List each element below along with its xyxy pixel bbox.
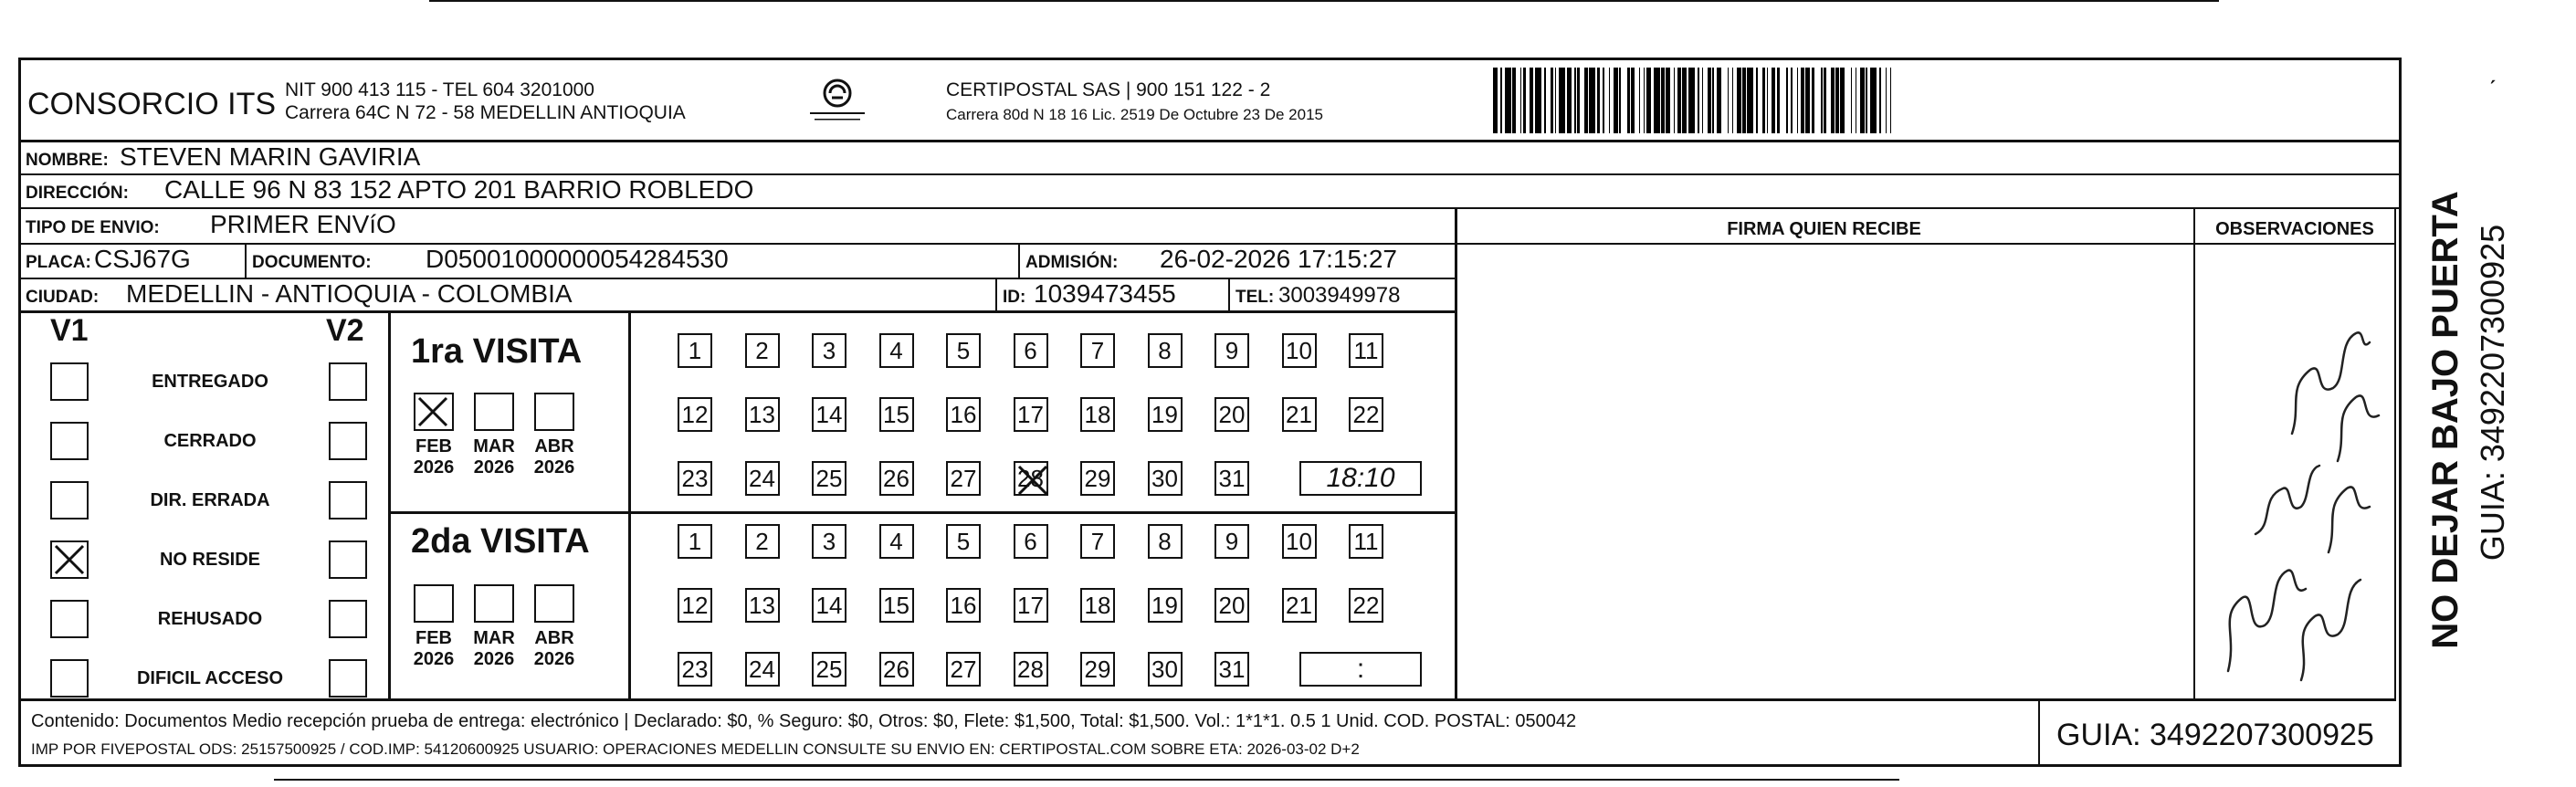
month-year: 2026 [413,649,455,669]
firma-left-border [1455,207,1457,698]
month-checkbox-first[interactable] [414,393,454,431]
status-right-border [388,310,391,698]
day-box-second[interactable]: 25 [812,652,846,687]
cell-divider [995,278,997,310]
day-box-first[interactable]: 4 [879,333,914,368]
observaciones-header: OBSERVACIONES [2215,219,2374,239]
day-box-second[interactable]: 19 [1148,588,1183,623]
direccion-label: DIRECCIÓN: [26,184,129,203]
first-visit-title: 1ra VISITA [411,332,583,371]
month-name: ABR [534,628,574,648]
company-address: Carrera 64C N 72 - 58 MEDELLIN ANTIOQUIA [285,102,686,123]
day-box-first[interactable]: 23 [678,461,712,496]
ciudad-value: MEDELLIN - ANTIOQUIA - COLOMBIA [126,279,573,308]
barcode-bar [1621,68,1627,133]
footer-content: Contenido: Documentos Medio recepción prueba de entrega: electrónico | Declarado: $0, % Seguro: $0, Otros: $0, Flete: $1,500, Total: $1,500. Vol.: 1*1*1. 0.5 1 Unid. COD. POSTAL: 050042 [31,711,1577,731]
admision-value: 26-02-2026 17:15:27 [1160,245,1397,273]
obs-right-border [2394,207,2396,698]
day-box-first[interactable]: 8 [1148,333,1183,368]
firma-header: FIRMA QUIEN RECIBE [1727,219,1921,239]
v1-checkbox[interactable] [50,600,89,638]
barcode-bar [1688,68,1695,133]
reason-label: ENTREGADO [152,372,268,392]
v1-checkbox[interactable] [50,659,89,698]
v2-checkbox[interactable] [329,481,367,519]
months-right-border [628,310,631,698]
day-box-second[interactable]: 18 [1080,588,1115,623]
obs-left-border [2193,207,2195,698]
v2-checkbox[interactable] [329,422,367,460]
tel-label: TEL: [1235,288,1275,307]
day-box-first[interactable]: 14 [812,397,846,432]
month-name: ABR [534,436,574,456]
day-box-second[interactable]: 12 [678,588,712,623]
month-label [531,436,578,478]
day-box-first[interactable]: 18 [1080,397,1115,432]
v1-checkbox[interactable] [50,362,89,401]
day-box-first[interactable]: 15 [879,397,914,432]
reason-label: REHUSADO [157,609,263,629]
reason-label: NO RESIDE [159,550,261,570]
v2-checkbox[interactable] [329,540,367,579]
barcode-bar [1845,68,1851,133]
v1-label: V1 [50,313,89,348]
stray-mark: ˊ [2488,76,2497,104]
day-box-second[interactable]: 13 [745,588,780,623]
visit-time-box-first[interactable]: 18:10 [1299,461,1422,496]
month-year: 2026 [473,649,515,669]
day-box-first[interactable]: 12 [678,397,712,432]
day-box-second[interactable]: 2 [745,524,780,559]
barcode-bar [1814,68,1821,133]
v2-checkbox[interactable] [329,659,367,698]
barcode-bar [1891,68,1894,133]
month-checkbox-second[interactable] [414,584,454,623]
day-box-first[interactable]: 27 [946,461,981,496]
visit-time-box-second[interactable]: : [1299,652,1422,687]
day-box-first[interactable]: 24 [745,461,780,496]
day-box-first[interactable]: 5 [946,333,981,368]
day-box-second[interactable]: 17 [1014,588,1048,623]
day-box-first[interactable]: 3 [812,333,846,368]
barcode-bar [1654,68,1660,133]
v2-label: V2 [326,313,364,348]
row-divider [18,207,2402,209]
ciudad-label: CIUDAD: [26,288,100,307]
month-checkbox-second[interactable] [474,584,514,623]
month-name: FEB [415,436,452,456]
reason-label: CERRADO [163,431,257,451]
day-box-second[interactable]: 26 [879,652,914,687]
month-checkbox-second[interactable] [534,584,574,623]
top-rule [429,0,2219,2]
v2-checkbox[interactable] [329,600,367,638]
reason-label: DIR. ERRADA [150,490,270,510]
day-box-second[interactable]: 6 [1014,524,1048,559]
day-box-first[interactable]: 30 [1148,461,1183,496]
nombre-label: NOMBRE: [26,151,109,170]
day-box-first[interactable]: 1 [678,333,712,368]
day-box-first[interactable]: 29 [1080,461,1115,496]
day-box-first[interactable]: 20 [1214,397,1249,432]
day-box-second[interactable]: 23 [678,652,712,687]
v2-checkbox[interactable] [329,362,367,401]
day-box-first[interactable]: 25 [812,461,846,496]
barcode-bar [1559,68,1565,133]
barcode-bar [1870,68,1877,133]
day-box-second[interactable]: 22 [1349,588,1383,623]
footer-imp: IMP POR FIVEPOSTAL ODS: 25157500925 / COD.IMP: 54120600925 USUARIO: OPERACIONES MEDELLIN CONSULTE SU ENVIO EN: CERTIPOSTAL.COM SOBRE ETA: 2026-03-02 D+2 [31,740,1360,758]
v1-checkbox[interactable] [50,540,89,579]
month-label [470,436,518,478]
month-checkbox-first[interactable] [474,393,514,431]
barcode-bar [1721,68,1728,133]
day-box-second[interactable]: 14 [812,588,846,623]
month-label [410,628,457,670]
id-value: 1039473455 [1034,279,1176,308]
barcode-bar [1535,68,1541,133]
month-label [470,628,518,670]
day-box-first[interactable]: 7 [1080,333,1115,368]
footer-guia: GUIA: 3492207300925 [2056,718,2374,752]
footer-guia-divider [2038,698,2040,767]
documento-label: DOCUMENTO: [252,253,372,272]
day-box-first[interactable]: 13 [745,397,780,432]
barcode-bar [1780,68,1786,133]
day-box-second[interactable]: 30 [1148,652,1183,687]
reason-label: DIFICIL ACCESO [136,668,283,688]
day-box-second[interactable]: 21 [1282,588,1317,623]
cell-divider [1018,243,1020,278]
company-nit: NIT 900 413 115 - TEL 604 3201000 [285,79,594,100]
tipo-label: TIPO DE ENVIO: [26,218,160,237]
id-label: ID: [1003,288,1026,307]
day-box-first[interactable]: 19 [1148,397,1183,432]
month-label [531,628,578,670]
day-box-first[interactable]: 17 [1014,397,1048,432]
day-box-second[interactable]: 11 [1349,524,1383,559]
carrier-name: CERTIPOSTAL SAS | 900 151 122 - 2 [946,79,1271,100]
day-box-first[interactable]: 28 [1014,461,1048,496]
side-warning: NO DEJAR BAJO PUERTA [2425,191,2466,649]
row-divider [18,310,1455,313]
day-box-second[interactable]: 3 [812,524,846,559]
day-box-second[interactable]: 16 [946,588,981,623]
v1-checkbox[interactable] [50,481,89,519]
barcode-bar [1747,68,1753,133]
month-name: MAR [473,628,515,648]
carrier-license: Carrera 80d N 18 16 Lic. 2519 De Octubre 23 De 2015 [946,106,1323,123]
day-box-second[interactable]: 8 [1148,524,1183,559]
observaciones-handwriting [2201,251,2391,694]
direccion-value: CALLE 96 N 83 152 APTO 201 BARRIO ROBLEDO [164,175,754,204]
certipostal-logo-icon [805,73,869,126]
day-box-first[interactable]: 2 [745,333,780,368]
day-box-second[interactable]: 20 [1214,588,1249,623]
bottom-rule [274,779,1899,781]
firma-header-divider [1455,243,2396,245]
month-year: 2026 [473,457,515,477]
day-box-first[interactable]: 9 [1214,333,1249,368]
day-box-first[interactable]: 10 [1282,333,1317,368]
month-year: 2026 [533,457,575,477]
day-box-second[interactable]: 5 [946,524,981,559]
month-name: FEB [415,628,452,648]
day-box-first[interactable]: 21 [1282,397,1317,432]
nombre-value: STEVEN MARIN GAVIRIA [120,142,421,171]
placa-label: PLACA: [26,253,91,272]
documento-value: D05001000000054284530 [426,245,729,273]
day-box-second[interactable]: 29 [1080,652,1115,687]
day-box-first[interactable]: 11 [1349,333,1383,368]
day-box-second[interactable]: 27 [946,652,981,687]
visit-divider [388,511,1455,514]
barcode [1493,68,2224,133]
day-box-first[interactable]: 22 [1349,397,1383,432]
side-guia: GUIA: 3492207300925 [2474,224,2511,561]
barcode-bar [1589,68,1595,133]
cell-divider [245,243,247,278]
day-box-second[interactable]: 7 [1080,524,1115,559]
month-name: MAR [473,436,515,456]
month-label [410,436,457,478]
day-box-second[interactable]: 24 [745,652,780,687]
barcode-bar [1505,68,1511,133]
day-box-second[interactable]: 4 [879,524,914,559]
tel-value: 3003949978 [1278,283,1401,308]
day-box-second[interactable]: 31 [1214,652,1249,687]
day-box-first[interactable]: 26 [879,461,914,496]
day-box-first[interactable]: 6 [1014,333,1048,368]
day-box-second[interactable]: 15 [879,588,914,623]
placa-value: CSJ67G [94,245,191,273]
company-name: CONSORCIO ITS [27,87,277,121]
day-box-second[interactable]: 10 [1282,524,1317,559]
cell-divider [1228,278,1230,310]
day-box-second[interactable]: 9 [1214,524,1249,559]
day-box-first[interactable]: 31 [1214,461,1249,496]
admision-label: ADMISIÓN: [1025,253,1119,272]
v1-checkbox[interactable] [50,422,89,460]
month-year: 2026 [413,457,455,477]
second-visit-title: 2da VISITA [411,522,590,561]
day-box-second[interactable]: 1 [678,524,712,559]
day-box-first[interactable]: 16 [946,397,981,432]
month-checkbox-first[interactable] [534,393,574,431]
day-box-second[interactable]: 28 [1014,652,1048,687]
month-year: 2026 [533,649,575,669]
tipo-value: PRIMER ENVíO [210,210,396,238]
